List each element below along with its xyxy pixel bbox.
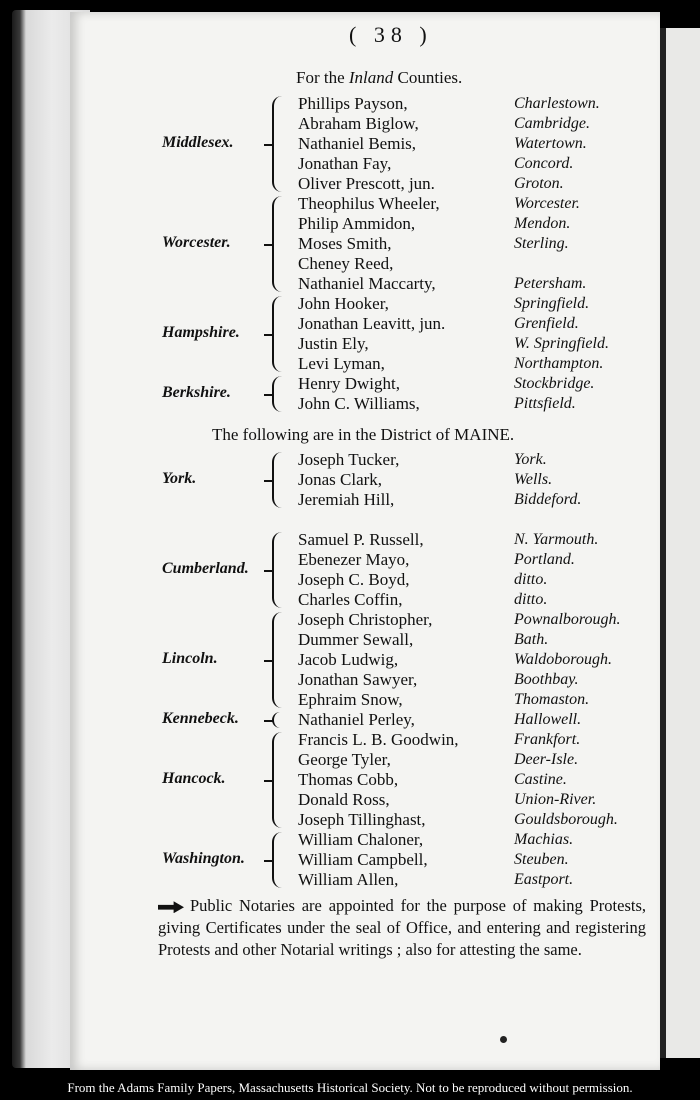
notary-name: Nathaniel Bemis, <box>298 134 417 153</box>
pointing-hand-icon <box>158 901 184 913</box>
notary-name: William Campbell, <box>298 850 428 869</box>
notary-town: Cambridge. <box>514 115 590 132</box>
notary-town: Petersham. <box>514 275 587 292</box>
notary-town: Stockbridge. <box>514 375 595 392</box>
county-label: Cumberland. <box>162 560 249 577</box>
notary-name: Dummer Sewall, <box>298 630 414 649</box>
notary-name: Henry Dwight, <box>298 374 400 393</box>
county-label: York. <box>162 470 197 487</box>
county-label: Hampshire. <box>162 324 240 341</box>
notary-town: Grenfield. <box>514 315 579 332</box>
heading-suffix: Counties. <box>397 68 463 87</box>
notary-name: Joseph Tucker, <box>298 450 400 469</box>
notary-name: Samuel P. Russell, <box>298 530 424 549</box>
notary-town: Sterling. <box>514 235 569 252</box>
notary-town: Mendon. <box>514 215 571 232</box>
notary-name: Thomas Cobb, <box>298 770 399 789</box>
notary-name: Philip Ammidon, <box>298 214 416 233</box>
notary-name: Cheney Reed, <box>298 254 394 273</box>
notary-name: Jonathan Leavitt, jun. <box>298 314 446 333</box>
notary-name: John C. Williams, <box>298 394 420 413</box>
county-brace <box>272 832 288 888</box>
notary-note-text: Public Notaries are appointed for the purpose of making Protests, giving Certificates under the seal of Office, and entering and registering Protests and other Notarial writings ; also for attesting the same. <box>158 896 646 959</box>
notary-name: Francis L. B. Goodwin, <box>298 730 459 749</box>
notary-town: Deer-Isle. <box>514 751 579 768</box>
notary-name: Charles Coffin, <box>298 590 403 609</box>
notary-town: York. <box>514 451 547 468</box>
notary-name: Joseph Christopher, <box>298 610 433 629</box>
inland-heading <box>296 68 462 88</box>
county-brace <box>272 452 288 508</box>
county-label: Lincoln. <box>162 650 218 667</box>
notary-town: Charlestown. <box>514 95 600 112</box>
county-label: Kennebeck. <box>162 710 239 727</box>
county-brace <box>272 612 288 708</box>
heading-italic: Inland <box>348 68 394 87</box>
notary-name: Ephraim Snow, <box>298 690 403 709</box>
county-label: Hancock. <box>162 770 226 787</box>
notary-name: Ebenezer Mayo, <box>298 550 410 569</box>
notary-town: Worcester. <box>514 195 580 212</box>
notary-town: Bath. <box>514 631 549 648</box>
notary-town: Boothbay. <box>514 671 579 688</box>
county-brace <box>272 196 288 292</box>
ink-blot <box>500 1036 507 1043</box>
notary-name: William Allen, <box>298 870 399 889</box>
notary-town: W. Springfield. <box>514 335 609 352</box>
notary-name: John Hooker, <box>298 294 389 313</box>
notary-name: William Chaloner, <box>298 830 424 849</box>
notary-name: Jonathan Fay, <box>298 154 392 173</box>
notary-name: Theophilus Wheeler, <box>298 194 440 213</box>
notary-town: Wells. <box>514 471 553 488</box>
notary-town: Springfield. <box>514 295 590 312</box>
notary-town: ditto. <box>514 591 548 608</box>
notary-name: Moses Smith, <box>298 234 392 253</box>
notary-town: ditto. <box>514 571 548 588</box>
county-brace <box>272 712 288 728</box>
notary-name: Justin Ely, <box>298 334 369 353</box>
county-brace <box>272 532 288 608</box>
notary-name: Levi Lyman, <box>298 354 385 373</box>
notary-name: Nathaniel Perley, <box>298 710 415 729</box>
notary-town: Biddeford. <box>514 491 582 508</box>
county-label: Berkshire. <box>162 384 231 401</box>
notary-name: Jacob Ludwig, <box>298 650 399 669</box>
county-label: Worcester. <box>162 234 231 251</box>
notary-name: Nathaniel Maccarty, <box>298 274 436 293</box>
maine-heading: The following are in the District of MAINE. <box>212 425 515 444</box>
notary-town: Thomaston. <box>514 691 590 708</box>
heading-prefix: For the <box>296 68 345 87</box>
county-brace <box>272 296 288 372</box>
notary-town: Union-River. <box>514 791 597 808</box>
notary-town: Castine. <box>514 771 567 788</box>
notary-name: George Tyler, <box>298 750 391 769</box>
county-brace <box>272 376 288 412</box>
county-brace <box>272 96 288 192</box>
notary-note <box>158 895 646 961</box>
notary-town: Gouldsborough. <box>514 811 618 828</box>
notary-town: Northampton. <box>514 355 604 372</box>
notary-name: Phillips Payson, <box>298 94 408 113</box>
notary-name: Abraham Biglow, <box>298 114 419 133</box>
notary-name: Oliver Prescott, jun. <box>298 174 435 193</box>
county-label: Washington. <box>162 850 245 867</box>
archive-footer: From the Adams Family Papers, Massachusetts Historical Society. Not to be reproduced without permission. <box>67 1080 633 1095</box>
notary-name: Donald Ross, <box>298 790 390 809</box>
notary-town: Steuben. <box>514 851 569 868</box>
notary-name: Jonas Clark, <box>298 470 383 489</box>
notary-name: Jonathan Sawyer, <box>298 670 418 689</box>
county-label: Middlesex. <box>162 134 234 151</box>
notary-town: Frankfort. <box>514 731 581 748</box>
notary-town: Concord. <box>514 155 574 172</box>
notary-town: Hallowell. <box>514 711 582 728</box>
notary-town: Watertown. <box>514 135 587 152</box>
page-number: ( 38 ) <box>349 22 433 47</box>
notary-town: Machias. <box>514 831 574 848</box>
notary-town: Waldoborough. <box>514 651 612 668</box>
notary-town: Pittsfield. <box>514 395 576 412</box>
county-brace <box>272 732 288 828</box>
notary-name: Joseph Tillinghast, <box>298 810 426 829</box>
facing-page-edge <box>660 28 700 1058</box>
notary-name: Joseph C. Boyd, <box>298 570 410 589</box>
notary-town: Groton. <box>514 175 564 192</box>
notary-town: N. Yarmouth. <box>514 531 599 548</box>
notary-name: Jeremiah Hill, <box>298 490 395 509</box>
notary-town: Eastport. <box>514 871 574 888</box>
notary-town: Pownalborough. <box>514 611 621 628</box>
notary-town: Portland. <box>514 551 575 568</box>
